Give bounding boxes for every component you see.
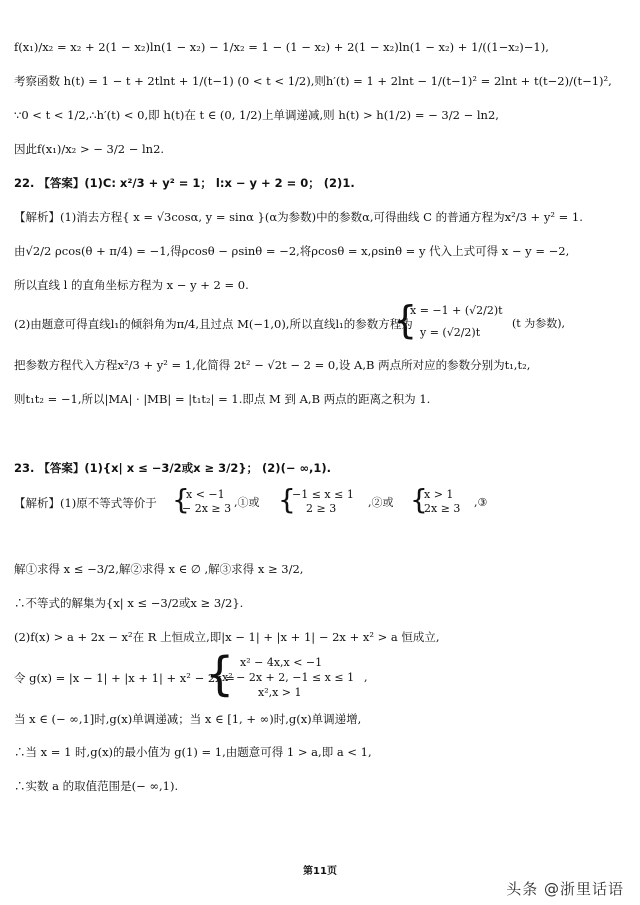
system2-row-2: 2 ≥ 3 — [306, 502, 337, 515]
piecewise-row-2: x² − 2x + 2, −1 ≤ x ≤ 1 — [222, 671, 355, 684]
system3-brace: { — [410, 483, 428, 516]
param-brace: { — [393, 298, 418, 342]
q23-analysis-3: ∴不等式的解集为{x| x ≤ −3/2或x ≥ 3/2}. — [14, 596, 244, 610]
system3-row-1: x > 1 — [424, 488, 454, 501]
q22-analysis-2: 由√2/2 ρcos(θ + π/4) = −1,得ρcosθ − ρsinθ = −2,将ρcosθ = x,ρsinθ = y 代入上式可得 x − y = −2, — [14, 244, 570, 258]
q22-answer: 22. 【答案】(1)C: x²/3 + y² = 1； l:x − y + 2 = 0； (2)1. — [14, 176, 355, 190]
system1-brace: { — [172, 483, 190, 516]
system2-row-1: −1 ≤ x ≤ 1 — [292, 488, 354, 501]
system2-tag: ,②或 — [368, 496, 394, 509]
derivation-line-3: ∵0 < t < 1/2,∴h′(t) < 0,即 h(t)在 t ∈ (0, 1/2)上单调递减,则 h(t) > h(1/2) = − 3/2 − ln2, — [14, 108, 499, 122]
system3-tag: ,③ — [474, 496, 488, 509]
page-number: 第11页 — [303, 866, 337, 877]
param-row-2: y = (√2/2)t — [420, 326, 481, 339]
piecewise-brace: { — [205, 647, 235, 701]
q23-analysis-2: 解①求得 x ≤ −3/2,解②求得 x ∈ ∅ ,解③求得 x ≥ 3/2, — [14, 562, 304, 576]
derivation-line-4: 因此f(x₁)/x₂ > − 3/2 − ln2. — [14, 142, 165, 156]
system1-tag: ,①或 — [234, 496, 260, 509]
watermark: 头条 @浙里话语 — [506, 880, 624, 898]
param-row-1: x = −1 + (√2/2)t — [410, 304, 503, 317]
system1-row-2: − 2x ≥ 3 — [182, 502, 232, 515]
q22-analysis-5: 把参数方程代入方程x²/3 + y² = 1,化简得 2t² − √2t − 2 = 0,设 A,B 两点所对应的参数分别为t₁,t₂, — [14, 358, 531, 372]
derivation-line-2: 考察函数 h(t) = 1 − t + 2tlnt + 1/(t−1) (0 < t < 1/2),则h′(t) = 1 + 2lnt − 1/(t−1)² = 2lnt + t(t−2)/(t−1)², — [14, 74, 612, 88]
q23-analysis-7: ∴当 x = 1 时,g(x)的最小值为 g(1) = 1,由题意可得 1 > a,即 a < 1, — [14, 745, 372, 759]
q23-answer: 23. 【答案】(1){x| x ≤ −3/2或x ≥ 3/2}； (2)(− ∞,1). — [14, 461, 332, 475]
system2-brace: { — [278, 483, 296, 516]
system3-row-2: 2x ≥ 3 — [424, 502, 461, 515]
derivation-line-1: f(x₁)/x₂ = x₂ + 2(1 − x₂)ln(1 − x₂) − 1/x₂ = 1 − (1 − x₂) + 2(1 − x₂)ln(1 − x₂) + 1/((1−x₂)−1), — [14, 40, 549, 54]
q23-analysis-6: 当 x ∈ (− ∞,1]时,g(x)单调递减；当 x ∈ [1, + ∞)时,g(x)单调递增, — [14, 712, 362, 726]
q22-analysis-6: 则t₁t₂ = −1,所以|MA| · |MB| = |t₁t₂| = 1.即点 M 到 A,B 两点的距离之积为 1. — [14, 392, 431, 406]
param-note: (t 为参数), — [512, 317, 565, 330]
q23-analysis-1: 【解析】(1)原不等式等价于 — [14, 496, 157, 510]
system1-row-1: x < −1 — [186, 488, 225, 501]
q23-analysis-8: ∴实数 a 的取值范围是(− ∞,1). — [14, 779, 179, 793]
q22-analysis-3: 所以直线 l 的直角坐标方程为 x − y + 2 = 0. — [14, 278, 249, 292]
piecewise-tail: , — [364, 671, 368, 684]
piecewise-row-1: x² − 4x,x < −1 — [240, 656, 323, 669]
q23-analysis-4: (2)f(x) > a + 2x − x²在 R 上恒成立,即|x − 1| + |x + 1| − 2x + x² > a 恒成立, — [14, 630, 440, 644]
q23-analysis-5: 令 g(x) = |x − 1| + |x + 1| + x² − 2x = — [14, 671, 235, 685]
q22-analysis-4: (2)由题意可得直线l₁的倾斜角为π/4,且过点 M(−1,0),所以直线l₁的参数方程为 — [14, 317, 413, 331]
q22-analysis-1: 【解析】(1)消去方程{ x = √3cosα, y = sinα }(α为参数)中的参数α,可得曲线 C 的普通方程为x²/3 + y² = 1. — [14, 210, 583, 224]
piecewise-row-3: x²,x > 1 — [258, 686, 302, 699]
